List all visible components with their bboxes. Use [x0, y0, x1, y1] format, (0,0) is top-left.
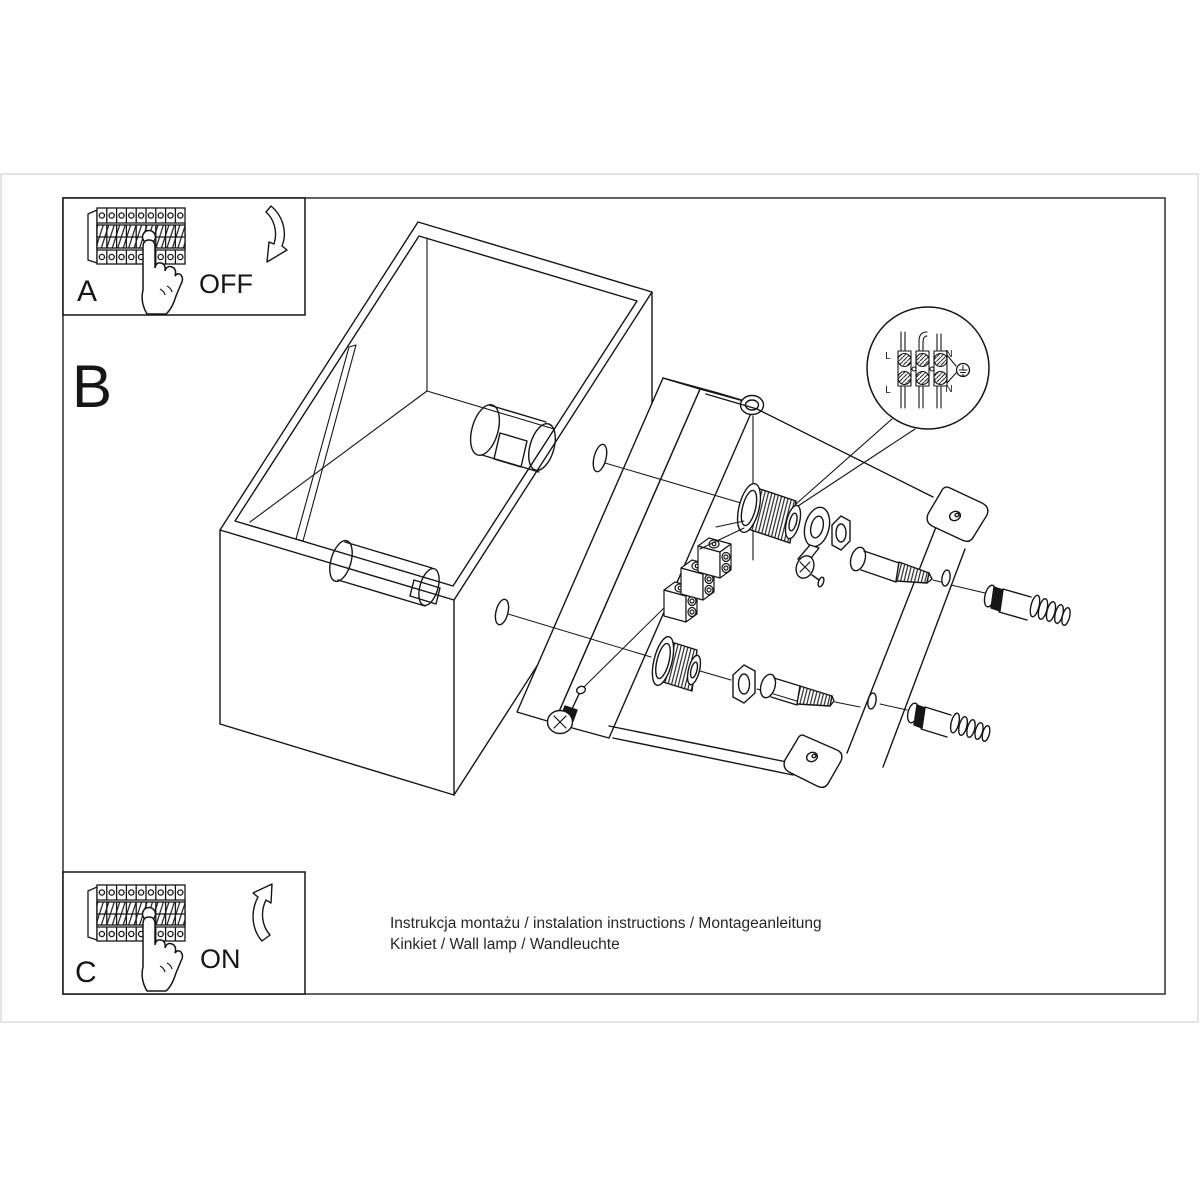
caption-line-2: Kinkiet / Wall lamp / Wandleuchte [390, 936, 620, 953]
step-a-label: A [77, 275, 98, 308]
terminal-label-l-bottom: L [885, 385, 891, 396]
step-a-action-label: OFF [199, 269, 253, 299]
terminal-label-n-top: N [945, 349, 953, 360]
step-c-label: C [75, 956, 97, 989]
step-b-label: B [72, 353, 113, 420]
terminal-label-l-top: L [885, 351, 891, 362]
step-a-panel [63, 198, 305, 315]
terminal-label-n-bottom: N [945, 384, 953, 395]
step-c-action-label: ON [200, 944, 241, 974]
step-c-panel [63, 872, 305, 994]
caption-line-1: Instrukcja montażu / instalation instructions / Montageanleitung [390, 915, 822, 932]
ground-symbol-icon [957, 364, 970, 377]
